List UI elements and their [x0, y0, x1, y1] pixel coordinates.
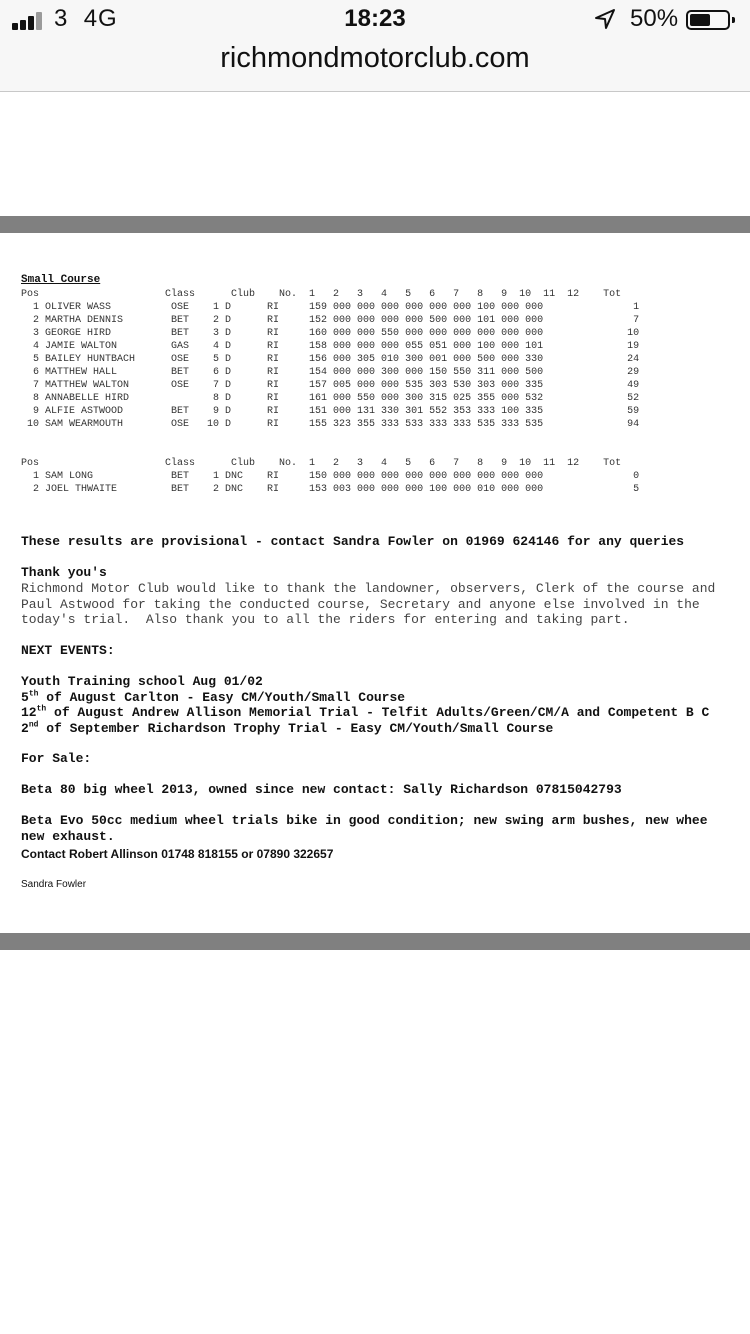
event-item [21, 690, 405, 705]
next-events-heading: NEXT EVENTS: [21, 643, 115, 658]
event-item [21, 705, 709, 720]
location-arrow-icon [594, 8, 616, 30]
event-text: Youth Training school Aug 01/02 [21, 674, 263, 689]
event-date-suffix: th [28, 689, 39, 699]
event-item [21, 721, 553, 736]
results-document [0, 233, 750, 933]
table-row: 2 JOEL THWAITE BET 2 DNC RI 153 003 000 000 000 100 000 010 000 000 5 [21, 484, 640, 495]
event-item [21, 674, 263, 689]
event-text: of September Richardson Trophy Trial - Easy CM/Youth/Small Course [38, 720, 554, 736]
table-row: 7 MATTHEW WALTON OSE 7 D RI 157 005 000 000 535 303 530 303 000 335 49 [21, 380, 640, 391]
for-sale-heading: For Sale: [21, 751, 92, 766]
table-row: 2 MARTHA DENNIS BET 2 D RI 152 000 000 000 000 500 000 101 000 000 7 [21, 315, 640, 326]
sale-contact: Contact Robert Allinson 01748 818155 or 07890 322657 [21, 847, 334, 861]
signoff: Sandra Fowler [21, 879, 87, 890]
table-row: 5 BAILEY HUNTBACH OSE 5 D RI 156 000 305 010 300 001 000 500 000 330 24 [21, 354, 640, 365]
results-header: Pos Class Club No. 1 2 3 4 5 6 7 8 9 10 11 12 Tot [21, 289, 622, 300]
browser-header [0, 0, 750, 92]
event-date: 12 [21, 705, 37, 720]
event-text: of August Carlton - Easy CM/Youth/Small Course [38, 689, 406, 705]
battery-percent: 50% [630, 5, 679, 32]
course-title: Small Course [21, 274, 101, 286]
event-date-suffix: nd [28, 720, 39, 730]
table-row: 4 JAMIE WALTON GAS 4 D RI 158 000 000 000 055 051 000 100 000 101 19 [21, 341, 640, 352]
status-time: 18:23 [344, 5, 406, 32]
table-row: 3 GEORGE HIRD BET 3 D RI 160 000 000 550 000 000 000 000 000 000 10 [21, 328, 640, 339]
page-divider-top [0, 216, 750, 233]
table-row: 1 SAM LONG BET 1 DNC RI 150 000 000 000 000 000 000 000 000 000 0 [21, 471, 640, 482]
dnc-header: Pos Class Club No. 1 2 3 4 5 6 7 8 9 10 11 12 Tot [21, 458, 622, 469]
event-date: 5 [21, 689, 29, 705]
table-row: 6 MATTHEW HALL BET 6 D RI 154 000 000 300 000 150 550 311 000 500 29 [21, 367, 640, 378]
provisional-note: These results are provisional - contact Sandra Fowler on 01969 624146 for any queries [21, 534, 685, 549]
event-date-suffix: th [36, 704, 47, 714]
table-row: 9 ALFIE ASTWOOD BET 9 D RI 151 000 131 330 301 552 353 333 100 335 59 [21, 406, 640, 417]
table-row: 8 ANNABELLE HIRD 8 D RI 161 000 550 000 300 315 025 355 000 532 52 [21, 393, 640, 404]
carrier-label: 3 4G [54, 5, 118, 32]
page-divider-bottom [0, 933, 750, 950]
event-text: of August Andrew Allison Memorial Trial - Telfit Adults/Green/CM/A and Competent B C [46, 705, 710, 720]
table-row: 10 SAM WEARMOUTH OSE 10 D RI 155 323 355 333 533 333 333 535 333 535 94 [21, 419, 640, 430]
thanks-heading: Thank you's [21, 565, 107, 580]
url-bar[interactable]: richmondmotorclub.com [220, 42, 530, 74]
sale-item-beta-80: Beta 80 big wheel 2013, owned since new contact: Sally Richardson 07815042793 [21, 782, 622, 797]
table-row: 1 OLIVER WASS OSE 1 D RI 159 000 000 000 000 000 000 100 000 000 1 [21, 302, 640, 313]
event-date: 2 [21, 720, 29, 736]
thanks-body: Richmond Motor Club would like to thank the landowner, observers, Clerk of the course and Paul Astwood for taking the conducted course, Secretary and anyone else involved in the today's trial. Also thank you to all the riders for entering and taking part. [21, 581, 716, 627]
sale-item-beta-evo: Beta Evo 50cc medium wheel trials bike in good condition; new swing arm bushes, new whee new exhaust. [21, 813, 708, 844]
battery-icon [686, 10, 730, 30]
